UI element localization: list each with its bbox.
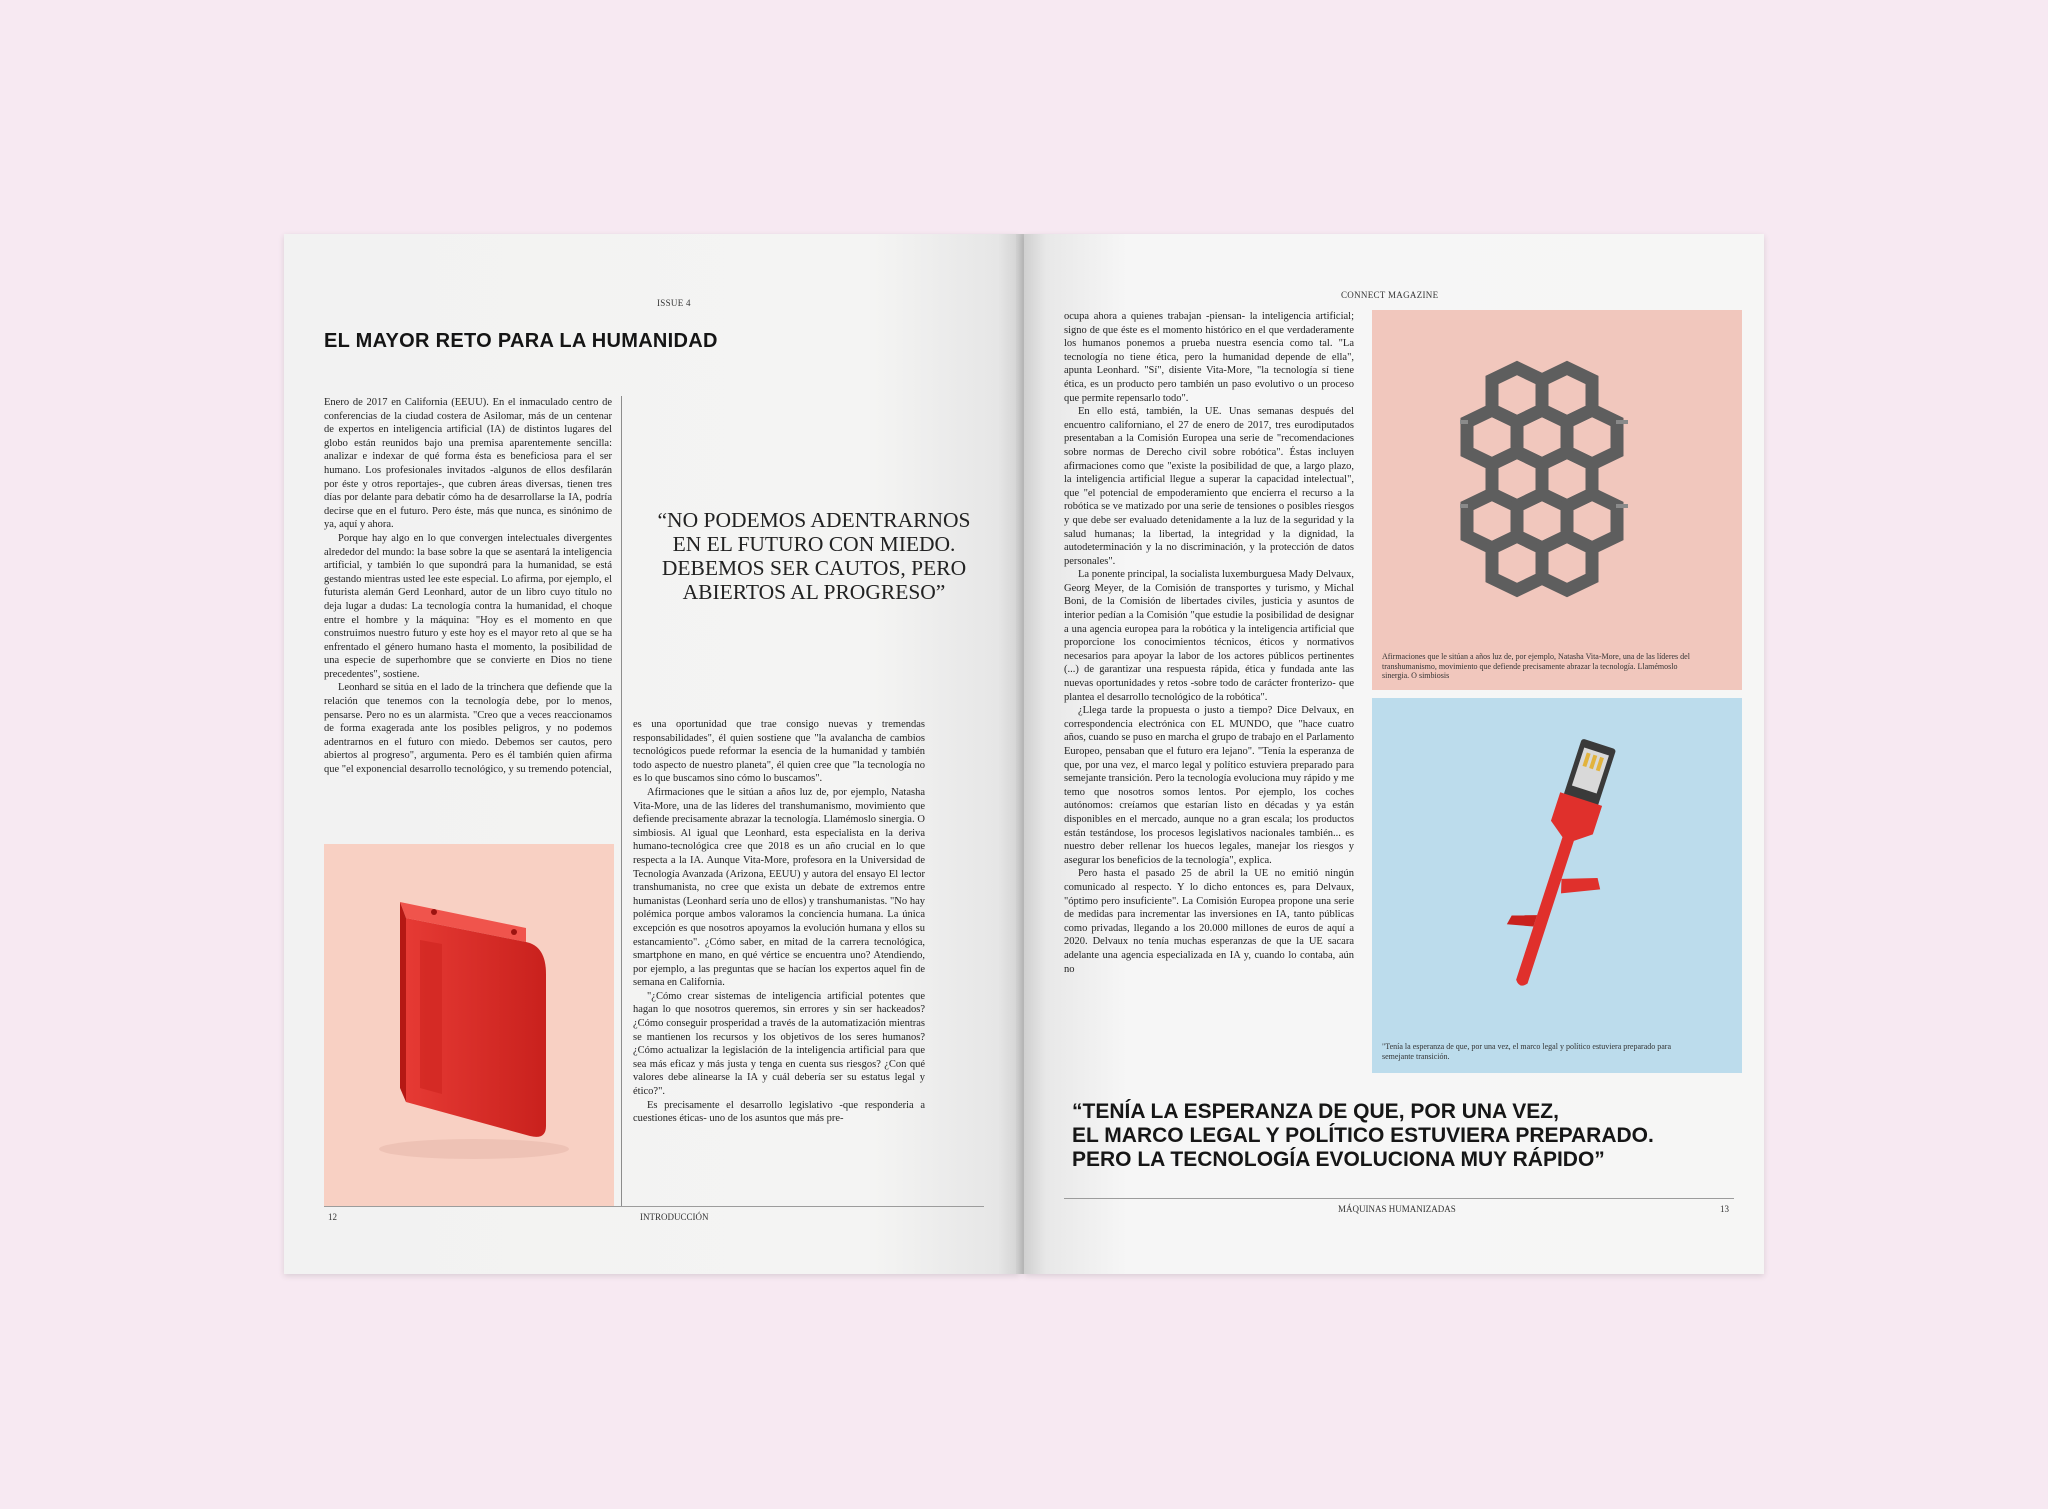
section-label: INTRODUCCIÓN xyxy=(640,1212,709,1222)
paragraph: Enero de 2017 en California (EEUU). En el inmaculado centro de conferencias de la ciudad costera de Asilomar, más de un centenar de expertos en inteligencia artificial (IA) de distintos lugares del globo están reunidos bajo una premisa aparentemente sencilla: analizar e indexar de qué forma ésta es beneficiosa para el ser humano. Los profesionales invitados -algunos de ellos desfilarán por éste y otros reportajes-, que cubren áreas diversas, tienen tres días por delante para debatir cómo ha de desarrollarse la IA, podría decirse que en el futuro. Pero éste, más que nunca, es sinónimo de ya, aquí y ahora. xyxy=(324,397,612,531)
product-image-honeycomb xyxy=(1372,310,1742,690)
paragraph: ¿Llega tarde la propuesta o justo a tiempo? Dice Delvaux, en correspondencia electrónica con EL MUNDO, que "hace cuatro años, cuando se puso en marcha el grupo de trabajo en el Parlamento Europeo, pensaban que el futuro era lejano". "Tenía la esperanza de que, por una vez, el marco legal y político estuviera preparado para semejante transición. Pero la tecnología evoluciona muy rápido y me temo que nosotros somos lentos. Por ejemplo, los coches autónomos: creíamos que estarían listo en décadas y ya están disponibles en el mercado, aunque no a gran escala; los productos están testándose, los procesos legislativos nacionales también... es nuestro deber rellenar los huecos legales, manejar los riesgos y asegurar los beneficios de la tecnología", explica. xyxy=(1064,705,1354,866)
red-bracket-illustration xyxy=(324,844,614,1206)
footer-rule xyxy=(1064,1198,1734,1199)
feature-quote xyxy=(1072,1100,1752,1172)
paragraph: Es precisamente el desarrollo legislativo -que responderia a cuestiones éticas- uno de los asuntos que más pre- xyxy=(633,1099,925,1125)
left-page xyxy=(284,234,1020,1274)
column-divider xyxy=(621,396,622,1206)
article-column-3 xyxy=(1064,310,1354,976)
paragraph: Porque hay algo en lo que convergen intelectuales divergentes alrededor del mundo: la base sobre la que se asentará la inteligencia artificial, y también lo que supondrá para la humanidad, se está gestando mientras usted lee este especial. Lo afirma, por ejemplo, el futurista alemán Gerd Leonhard, autor de un libro cuyo título no deja lugar a dudas: La tecnología contra la humanidad, el choque entre el hombre y la máquina: "Hoy es el momento en que construimos nuestro futuro y este hoy es el mayor reto al que se ha enfrentado el género humano hasta el momento, la posibilidad de una especie de superhombre que se convierte en Dios no tiene precedentes", sostiene. xyxy=(324,532,612,680)
issue-label: ISSUE 4 xyxy=(657,298,691,308)
image-caption-bottom: "Tenía la esperanza de que, por una vez, el marco legal y político estuviera preparado para semejante transición. xyxy=(1382,1042,1672,1061)
paragraph: Leonhard se sitúa en el lado de la trinchera que defiende que la relación que tenemos con la tecnología debe, por lo menos, pensarse. Pero no es un alarmista. "Creo que a veces reaccionamos de forma exagerada ante los posibles peligros, y no podemos adentrarnos en el futuro con miedo. Debemos ser cautos, pero abiertos al progreso", argumenta. Pero es él también quien afirma que "el exponencial desarrollo tecnológico, y su tremendo potencial, xyxy=(324,682,612,776)
honeycomb-shelf-illustration xyxy=(1372,310,1742,640)
right-page xyxy=(1024,234,1764,1274)
paragraph: Afirmaciones que le sitúan a años luz de, por ejemplo, Natasha Vita-More, una de las líderes del transhumanismo, movimiento que defiende precisamente abrazar la tecnología. Llamémoslo sinergia. O simbiosis. Al igual que Leonhard, esta especialista en la deriva humano-tecnológica cree que 2018 es un año crucial en lo que respecta a la IA. Aunque Vita-More, profesora en la Universidad de Tecnología Avanzada (Arizona, EEUU) y autora del ensayo El lector transhumanista, no cree que exista un debate de extremos entre humanistas (Leonhard sería uno de ellos) y transhumanistas. "No hay polémica porque ambos valoramos la conciencia humana. La única excepción es que nosotros apoyamos la evolución humana y ellos su estancamiento". ¿Cómo saber, en mitad de la carrera tecnológica, smartphone en mano, en qué vértice se encuentra uno? Atendiendo, por ejemplo, a las preguntas que se hacían los expertos aquel fin de semana en California. xyxy=(633,786,925,989)
pull-quote: “NO PODEMOS ADENTRARNOS EN EL FUTURO CON MIEDO. DEBEMOS SER CAUTOS, PERO ABIERTOS AL PROGRESO” xyxy=(657,508,971,604)
paragraph: La ponente principal, la socialista luxemburguesa Mady Delvaux, Georg Meyer, de la Comisión de transportes y turismo, y Michal Boni, de la Comisión de libertades civiles, justicia y asuntos de interior pedían a la Comisión "que estudie la posibilidad de designar a una agencia europea para la robótica y la inteligencia artificial que proporcione los conocimientos técnicos, éticos y normativos necesarios para apoyar la labor de los actores públicos pertinentes (...) de garantizar una respuesta rápida, ética y fundada ante las nuevas oportunidades y retos -sobre todo de carácter fronterizo- que plantea el desarrollo tecnológico de la robótica". xyxy=(1064,569,1354,703)
magazine-spread xyxy=(284,234,1764,1274)
quote-line: EL MARCO LEGAL Y POLÍTICO ESTUVIERA PREPARADO. xyxy=(1072,1124,1654,1147)
paragraph: "¿Cómo crear sistemas de inteligencia artificial potentes que hagan lo que nosotros queremos, sin errores y sin ser hackeados? ¿Cómo conseguir prosperidad a través de la automatización mientras se mantienen los recursos y los objetivos de los seres humanos? ¿Cómo actualizar la legislación de la inteligencia artificial para que sea más eficaz y más justa y tenga en cuenta sus riesgos? ¿Con qué valores debe alinearse la IA y cuál debería ser su estatus legal y ético?". xyxy=(633,990,925,1098)
image-caption-top: Afirmaciones que le sitúan a años luz de, por ejemplo, Natasha Vita-More, una de las líderes del transhumanismo, movimiento que defiende precisamente abrazar la tecnología. Llamémoslo sinergia. O simbiosis xyxy=(1382,652,1690,680)
red-usb-key-illustration xyxy=(1372,698,1742,1028)
footer-rule xyxy=(324,1206,984,1207)
product-image-usb xyxy=(1372,698,1742,1073)
paragraph: Pero hasta el pasado 25 de abril la UE no emitió ningún comunicado al respecto. Y lo dicho entonces es, para Delvaux, "óptimo pero insuficiente". La Comisión Europea propone una serie de medidas para incrementar las inversiones en IA, tanto públicas como privadas, llegando a los 20.000 millones de euros de aquí a 2020. Delvaux no tenía muchas esperanzas de que la UE sacara adelante una agencia especializada en IA y, cuando lo contaba, aún no xyxy=(1064,868,1354,975)
page-number: 13 xyxy=(1720,1204,1729,1214)
paragraph: es una oportunidad que trae consigo nuevas y tremendas responsabilidades", él quien sostiene que "la avalancha de cambios tecnológicos puede reformar la esencia de la humanidad y también todo aspecto de nuestro planeta", él quien cree que "la tecnología no es lo que buscamos sino cómo lo buscamos". xyxy=(633,719,925,785)
quote-line: “TENÍA LA ESPERANZA DE QUE, POR UNA VEZ, xyxy=(1072,1100,1559,1123)
magazine-name: CONNECT MAGAZINE xyxy=(1341,290,1439,300)
product-image-red-object xyxy=(324,844,614,1206)
section-label: MÁQUINAS HUMANIZADAS xyxy=(1338,1204,1456,1214)
paragraph: ocupa ahora a quienes trabajan -piensan- la inteligencia artificial; signo de que éste es el momento histórico en el que verdaderamente los humanos ponemos a prueba nuestra esencia como tal. "La tecnología no tiene ética, pero la humanidad depende de ella", apunta Leonhard. "Sí", disiente Vita-More, "la tecnología sí tiene ética, es un producto pero también un paso evolutivo o un proceso que permite repensarlo todo". xyxy=(1064,311,1354,404)
article-column-1 xyxy=(324,396,612,777)
article-column-2 xyxy=(633,718,925,1126)
paragraph: En ello está, también, la UE. Unas semanas después del encuentro californiano, el 27 de enero de 2017, tres eurodiputados presentaban a la Comisión Europea una serie de "recomendaciones sobre normas de Derecho civil sobre robótica". Éstas incluyen afirmaciones como que "existe la posibilidad de que, a largo plazo, la inteligencia artificial llegue a superar la capacidad intelectual", que "el potencial de empoderamiento que encierra el recurso a la robótica se ve matizado por una serie de tensiones o posibles riesgos y que debe ser evaluado detenidamente a la luz de la seguridad y la salud humanas; la libertad, la integridad y la dignidad, la autodeterminación y la no discriminación, y la protección de datos personales". xyxy=(1064,406,1354,567)
article-headline: EL MAYOR RETO PARA LA HUMANIDAD xyxy=(324,330,718,352)
page-number: 12 xyxy=(328,1212,337,1222)
quote-line: PERO LA TECNOLOGÍA EVOLUCIONA MUY RÁPIDO” xyxy=(1072,1148,1605,1171)
